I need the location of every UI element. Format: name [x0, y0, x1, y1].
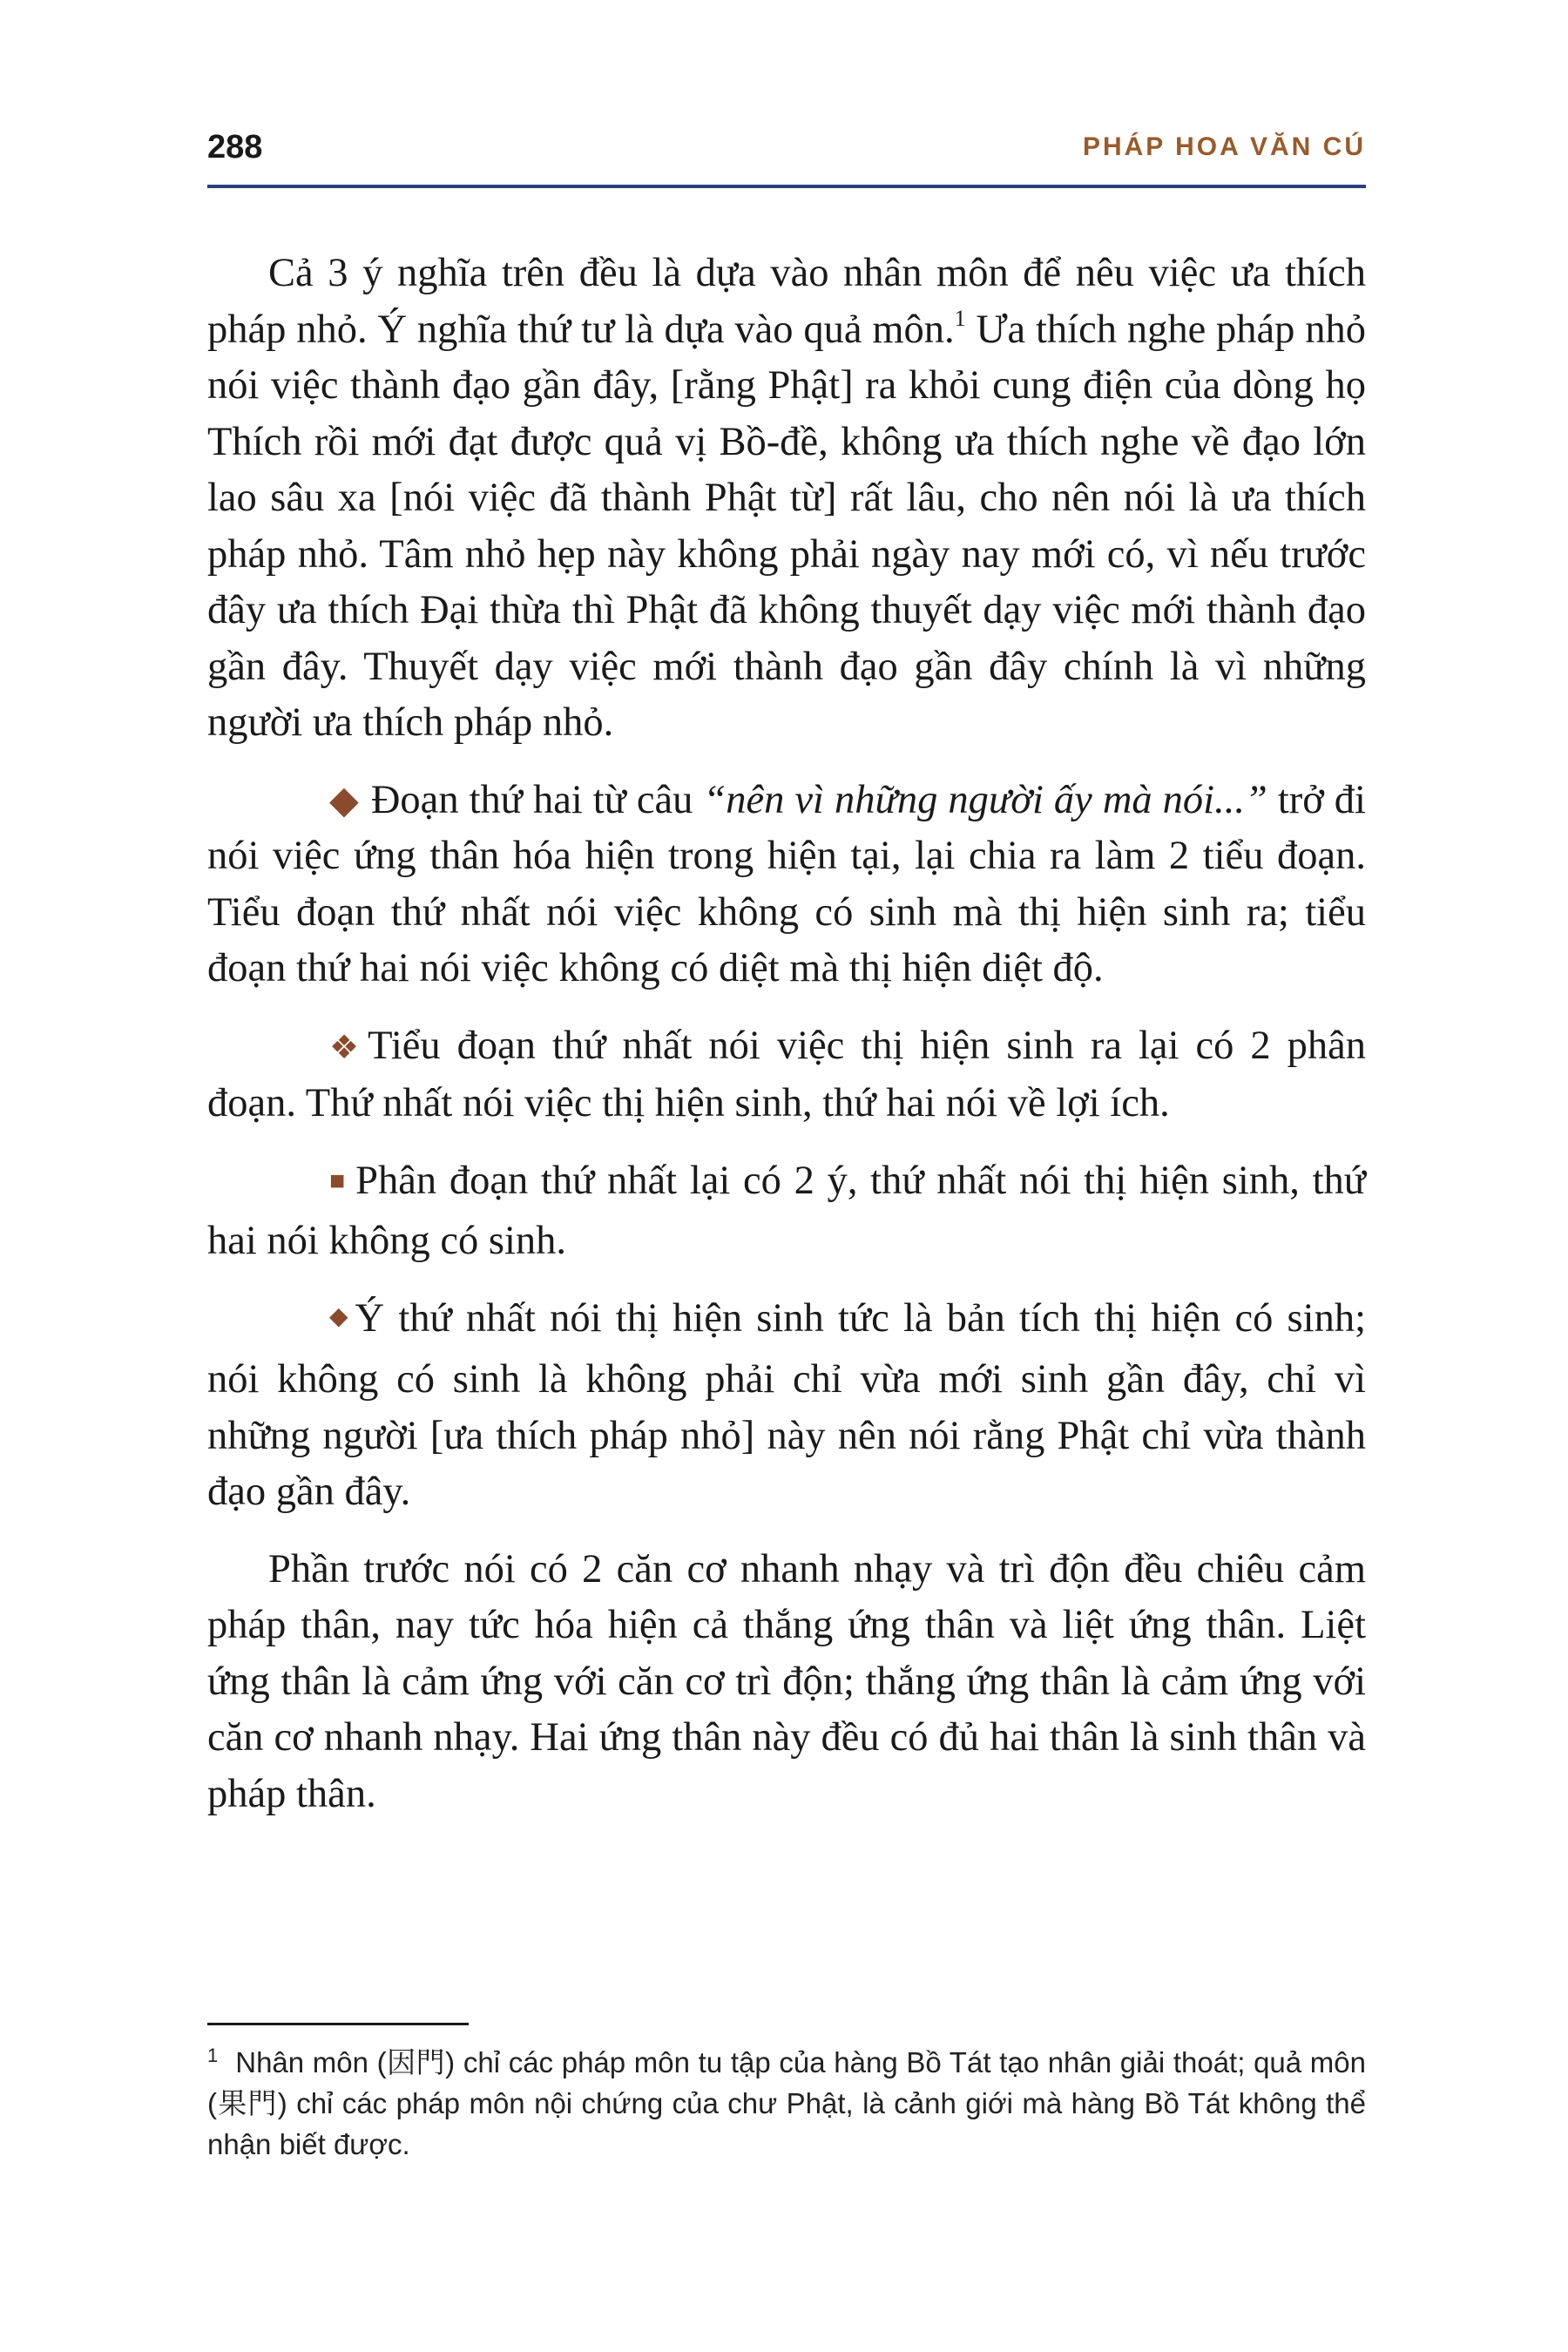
paragraph-4 — [207, 1153, 1366, 1270]
footnote-text: Nhân môn (因門) chỉ các pháp môn tu tập của hàng Bồ Tát tạo nhân giải thoát; quả môn (果門) chỉ các pháp môn nội chứng của chư Phật, là cảnh giới mà hàng Bồ Tát không thể nhận biết được. — [207, 2046, 1366, 2160]
paragraph-1-rest: Ưa thích nghe pháp nhỏ nói việc thành đạo gần đây, [rằng Phật] ra khỏi cung điện của dòng họ Thích rồi mới đạt được quả vị Bồ-đề, không ưa thích nghe về đạo lớn lao sâu xa [nói việc đã thành Phật từ] rất lâu, cho nên nói là ưa thích pháp nhỏ. Tâm nhỏ hẹp này không phải ngày nay mới có, vì nếu trước đây ưa thích Đại thừa thì Phật đã không thuyết dạy việc mới thành đạo gần đây. Thuyết dạy việc mới thành đạo gần đây chính là vì những người ưa thích pháp nhỏ. — [207, 307, 1366, 745]
paragraph-6-text: Phần trước nói có 2 căn cơ nhanh nhạy và trì độn đều chiêu cảm pháp thân, nay tức hóa hiện cả thắng ứng thân và liệt ứng thân. Liệt ứng thân là cảm ứng với căn cơ trì độn; thắng ứng thân là cảm ứng với căn cơ nhanh nhạy. Hai ứng thân này đều có đủ hai thân là sinh thân và pháp thân. — [207, 1546, 1366, 1816]
paragraph-3-text: Tiểu đoạn thứ nhất nói việc thị hiện sinh ra lại có 2 phân đoạn. Thứ nhất nói việc thị hiện sinh, thứ hai nói về lợi ích. — [207, 1023, 1366, 1125]
footnote-number: 1 — [207, 2044, 219, 2066]
running-title: PHÁP HOA VĂN CÚ — [1082, 132, 1366, 161]
footnote-reference: 1 — [954, 306, 966, 331]
paragraph-3 — [207, 1018, 1366, 1132]
paragraph-6 — [207, 1542, 1366, 1823]
paragraph-2 — [207, 773, 1366, 997]
paragraph-5-text: Ý thứ nhất nói thị hiện sinh tức là bản tích thị hiện có sinh; nói không có sinh là không phải chỉ vừa mới sinh gần đây, chỉ vì những người [ưa thích pháp nhỏ] này nên nói rằng Phật chỉ vừa thành đạo gần đây. — [207, 1295, 1366, 1514]
diamond-bullet-icon: ◆ — [329, 778, 359, 821]
paragraph-1-text: Cả 3 ý nghĩa trên đều là dựa vào nhân môn để nêu việc ưa thích pháp nhỏ. Ý nghĩa thứ tư là dựa vào quả môn. — [207, 251, 1366, 352]
page-header — [207, 122, 1366, 188]
footnote-divider — [207, 2023, 469, 2025]
paragraph-5 — [207, 1291, 1366, 1521]
paragraph-1 — [207, 246, 1366, 752]
page-number: 288 — [207, 129, 263, 166]
small-diamond-bullet-icon: ◆ — [329, 1302, 348, 1330]
paragraph-2-lead: Đoạn thứ hai từ câu — [370, 777, 704, 822]
paragraph-2-quote: “nên vì những người ấy mà nói...” — [703, 777, 1267, 822]
paragraph-2-rest: trở đi nói việc ứng thân hóa hiện trong hiện tại, lại chia ra làm 2 tiểu đoạn. Tiểu đoạn thứ nhất nói việc không có sinh mà thị hiện sinh ra; tiểu đoạn thứ hai nói việc không có diệt mà thị hiện diệt độ. — [207, 777, 1366, 990]
main-text — [207, 246, 1366, 1843]
footnote — [207, 2035, 1366, 2165]
four-diamond-bullet-icon: ❖ — [329, 1029, 360, 1066]
paragraph-4-text: Phân đoạn thứ nhất lại có 2 ý, thứ nhất nói thị hiện sinh, thứ hai nói không có sinh. — [207, 1158, 1366, 1263]
square-bullet-icon: ■ — [329, 1166, 346, 1195]
